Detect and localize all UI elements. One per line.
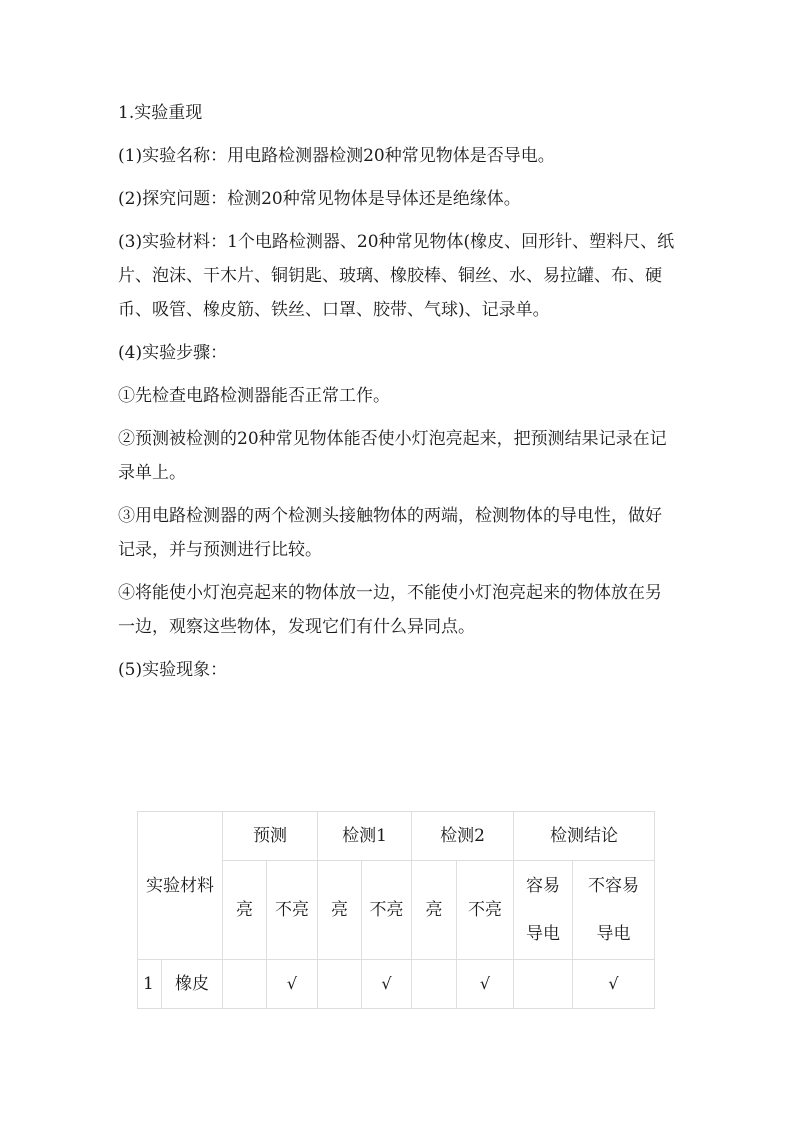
row-t1-on (318, 960, 362, 1009)
row-t2-on (412, 960, 457, 1009)
header-t2-on: 亮 (412, 861, 457, 960)
paragraph-experiment-name: (1)实验名称：用电路检测器检测20种常见物体是否导电。 (118, 146, 555, 166)
document-body (118, 96, 678, 696)
header-hard-conductive (573, 861, 655, 960)
table-row (138, 960, 655, 1009)
header-pred-off: 不亮 (267, 861, 318, 960)
header-t2-off: 不亮 (457, 861, 514, 960)
record-table (137, 811, 655, 1009)
row-pred-on (223, 960, 267, 1009)
row-index: 1 (138, 960, 162, 1009)
row-material: 橡皮 (162, 960, 223, 1009)
header-conclusion: 检测结论 (514, 812, 655, 861)
row-t2-off: √ (457, 960, 514, 1009)
step-2: ②预测被检测的20种常见物体能否使小灯泡亮起来，把预测结果记录在记录单上。 (118, 429, 667, 483)
header-hard-top: 不容易 (588, 876, 639, 896)
table-header-row-1 (138, 812, 655, 861)
step-4: ④将能使小灯泡亮起来的物体放一边，不能使小灯泡亮起来的物体放在另一边，观察这些物体，发现它们有什么异同点。 (118, 583, 662, 637)
row-t1-off: √ (362, 960, 412, 1009)
header-easy-top: 容易 (526, 876, 560, 896)
header-pred-on: 亮 (223, 861, 267, 960)
record-table-wrapper (137, 811, 655, 1009)
paragraph-research-question: (2)探究问题：检测20种常见物体是导体还是绝缘体。 (118, 189, 521, 209)
paragraph-materials: (3)实验材料：1个电路检测器、20种常见物体(橡皮、回形针、塑料尺、纸片、泡沫、干木片、铜钥匙、玻璃、橡胶棒、铜丝、水、易拉罐、布、硬币、吸管、橡皮筋、铁丝、口罩、胶带、气球)、记录单。 (118, 232, 675, 320)
header-t1-on: 亮 (318, 861, 362, 960)
header-hard-bottom: 导电 (596, 924, 631, 944)
header-easy-bottom: 导电 (526, 924, 560, 944)
step-3: ③用电路检测器的两个检测头接触物体的两端，检测物体的导电性，做好记录，并与预测进行比较。 (118, 506, 662, 560)
header-easy-conductive (514, 861, 573, 960)
header-prediction: 预测 (223, 812, 318, 861)
header-material: 实验材料 (138, 812, 223, 960)
header-test-1: 检测1 (318, 812, 412, 861)
paragraph-phenomenon-heading: (5)实验现象： (118, 660, 228, 680)
header-test-2: 检测2 (412, 812, 514, 861)
step-1: ①先检查电路检测器能否正常工作。 (118, 386, 390, 406)
paragraph-steps-heading: (4)实验步骤： (118, 343, 228, 363)
row-hard: √ (573, 960, 655, 1009)
section-title: 1.实验重现 (118, 103, 203, 123)
header-t1-off: 不亮 (362, 861, 412, 960)
row-pred-off: √ (267, 960, 318, 1009)
row-easy (514, 960, 573, 1009)
